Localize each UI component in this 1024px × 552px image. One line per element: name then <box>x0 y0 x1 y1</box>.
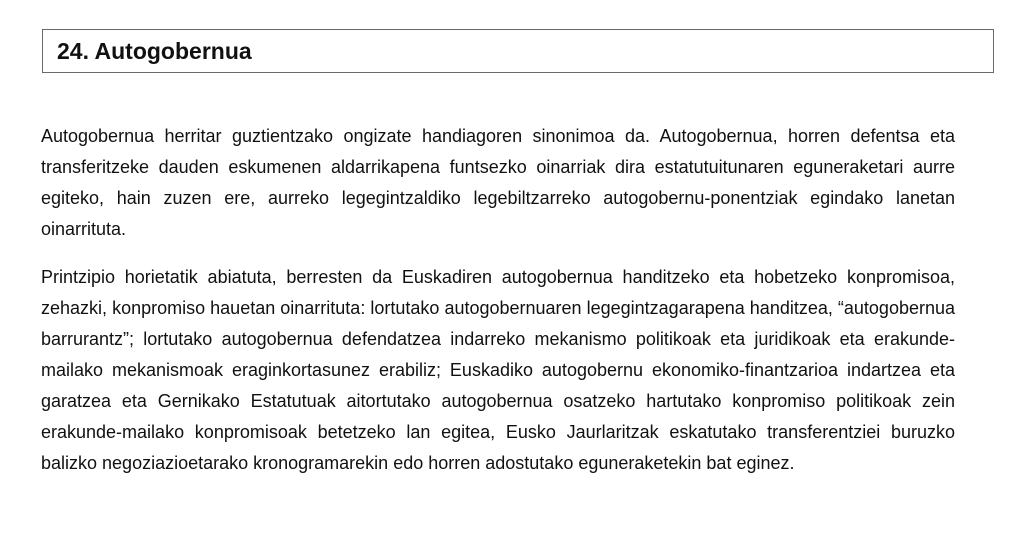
paragraph-1: Autogobernua herritar guztientzako ongizate handiagoren sinonimoa da. Autogobernua, horren defentsa eta transferitzeke dauden eskumenen aldarrikapena funtsezko oinarriak dira estatutuitunaren eguneraketari aurre egiteko, hain zuzen ere, aurreko legegintzaldiko legebiltzarreko autogobernu-ponentziak egindako lanetan oinarrituta. <box>41 126 955 239</box>
section-heading: 24. Autogobernua <box>57 38 252 64</box>
paragraph-2: Printzipio horietatik abiatuta, berresten da Euskadiren autogobernua handitzeko eta hobetzeko konpromisoa, zehazki, konpromiso hauetan oinarrituta: lortutako autogobernuaren legegintzagarapena handitzea, “autogobernua barrurantz”; lortutako autogobernua defendatzea indarreko mekanismo politikoak eta juridikoak eta erakunde-mailako mekanismoak eraginkortasunez erabiliz; Euskadiko autogobernu ekonomiko-finantzarioa indartzea eta garatzea eta Gernikako Estatutuak aitortutako autogobernua osatzeko hartutako konpromiso politikoak zein erakunde-mailako konpromisoak betetzeko lan egitea, Eusko Jaurlaritzak eskatutako transferentziei buruzko balizko negoziazioetarako kronogramarekin edo horren adostutako eguneraketekin bat eginez. <box>41 267 955 473</box>
section-heading-box <box>42 29 994 73</box>
